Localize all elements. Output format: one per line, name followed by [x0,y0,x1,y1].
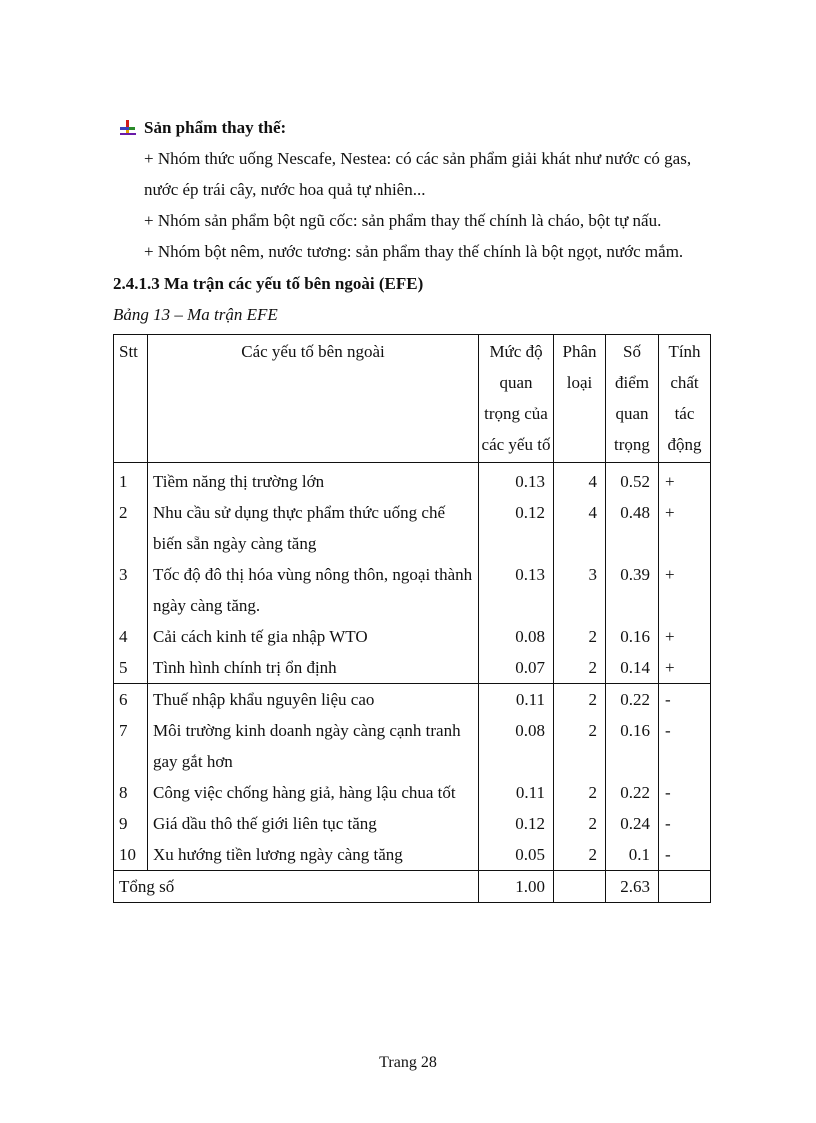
cell-importance: 0.12 [479,497,554,559]
cell-nature: - [659,808,711,839]
cell-score: 0.16 [606,715,659,777]
cell-nature: - [659,715,711,777]
total-rating-empty [554,871,606,903]
total-label: Tổng số [114,871,479,903]
cell-factor: Nhu cầu sử dụng thực phẩm thức uống chế biến sẵn ngày càng tăng [148,497,479,559]
cell-importance: 0.12 [479,808,554,839]
cell-factor: Tình hình chính trị ổn định [148,652,479,684]
header-score: Số điểm quan trọng [606,335,659,463]
table-row [114,777,711,808]
cell-score: 0.22 [606,777,659,808]
cell-score: 0.16 [606,621,659,652]
cell-factor: Cải cách kinh tế gia nhập WTO [148,621,479,652]
table-row [114,621,711,652]
cell-score: 0.14 [606,652,659,684]
cell-stt: 5 [114,652,148,684]
cell-score: 0.22 [606,684,659,716]
cell-stt: 6 [114,684,148,716]
cell-importance: 0.07 [479,652,554,684]
cell-rating: 2 [554,621,606,652]
header-importance: Mức độ quan trọng của các yếu tố [479,335,554,463]
substitutes-title: Sản phẩm thay thế: [144,118,287,137]
cell-rating: 3 [554,559,606,621]
cell-stt: 9 [114,808,148,839]
cell-stt: 3 [114,559,148,621]
cell-nature: + [659,463,711,498]
substitute-line-beverages-cont: nước ép trái cây, nước hoa quả tự nhiên... [144,180,426,199]
cell-factor: Môi trường kinh doanh ngày càng cạnh tranh gay gắt hơn [148,715,479,777]
cell-stt: 2 [114,497,148,559]
efe-matrix-table [113,334,711,903]
substitutes-heading [118,116,286,140]
cell-rating: 4 [554,463,606,498]
cell-rating: 2 [554,808,606,839]
cell-score: 0.1 [606,839,659,871]
cell-factor: Công việc chống hàng giả, hàng lậu chua tốt [148,777,479,808]
cell-rating: 2 [554,684,606,716]
cell-nature: + [659,652,711,684]
cell-rating: 2 [554,839,606,871]
cell-rating: 2 [554,652,606,684]
header-rating: Phân loại [554,335,606,463]
header-factor: Các yếu tố bên ngoài [148,335,479,463]
table-row [114,684,711,716]
header-stt: Stt [114,335,148,463]
cell-importance: 0.05 [479,839,554,871]
cell-factor: Xu hướng tiền lương ngày càng tăng [148,839,479,871]
total-score: 2.63 [606,871,659,903]
cell-importance: 0.08 [479,715,554,777]
table-total-row [114,871,711,903]
cell-score: 0.52 [606,463,659,498]
substitute-line-cereal: + Nhóm sản phẩm bột ngũ cốc: sản phẩm thay thế chính là cháo, bột tự nấu. [144,211,662,230]
cell-nature: + [659,559,711,621]
cell-rating: 4 [554,497,606,559]
table-row [114,808,711,839]
cell-importance: 0.11 [479,684,554,716]
cell-importance: 0.11 [479,777,554,808]
cell-rating: 2 [554,777,606,808]
header-nature: Tính chất tác động [659,335,711,463]
table-header-row [114,335,711,463]
substitute-line-seasoning: + Nhóm bột nêm, nước tương: sản phẩm thay thế chính là bột ngọt, nước mắm. [144,242,684,261]
table-row [114,839,711,871]
section-title: 2.4.1.3 Ma trận các yếu tố bên ngoài (EFE) [113,274,424,293]
cell-nature: - [659,684,711,716]
cell-nature: - [659,839,711,871]
cell-factor: Thuế nhập khẩu nguyên liệu cao [148,684,479,716]
cell-stt: 1 [114,463,148,498]
cell-stt: 4 [114,621,148,652]
cell-importance: 0.13 [479,559,554,621]
cell-score: 0.39 [606,559,659,621]
cell-score: 0.24 [606,808,659,839]
cell-factor: Tốc độ đô thị hóa vùng nông thôn, ngoại thành ngày càng tăng. [148,559,479,621]
total-importance: 1.00 [479,871,554,903]
cell-stt: 7 [114,715,148,777]
table-row [114,559,711,621]
cell-importance: 0.08 [479,621,554,652]
cell-importance: 0.13 [479,463,554,498]
cell-nature: + [659,497,711,559]
bullet-arrow-icon [118,119,138,137]
cell-factor: Tiềm năng thị trường lớn [148,463,479,498]
cell-factor: Giá dầu thô thế giới liên tục tăng [148,808,479,839]
table-row [114,715,711,777]
cell-nature: - [659,777,711,808]
total-nature-empty [659,871,711,903]
cell-nature: + [659,621,711,652]
cell-score: 0.48 [606,497,659,559]
cell-stt: 10 [114,839,148,871]
page-number: Trang 28 [379,1054,437,1071]
cell-rating: 2 [554,715,606,777]
table-row [114,463,711,498]
table-row [114,652,711,684]
table-caption: Bảng 13 – Ma trận EFE [113,305,278,324]
table-row [114,497,711,559]
substitute-line-beverages: + Nhóm thức uống Nescafe, Nestea: có các sản phẩm giải khát như nước có gas, [144,149,692,168]
cell-stt: 8 [114,777,148,808]
